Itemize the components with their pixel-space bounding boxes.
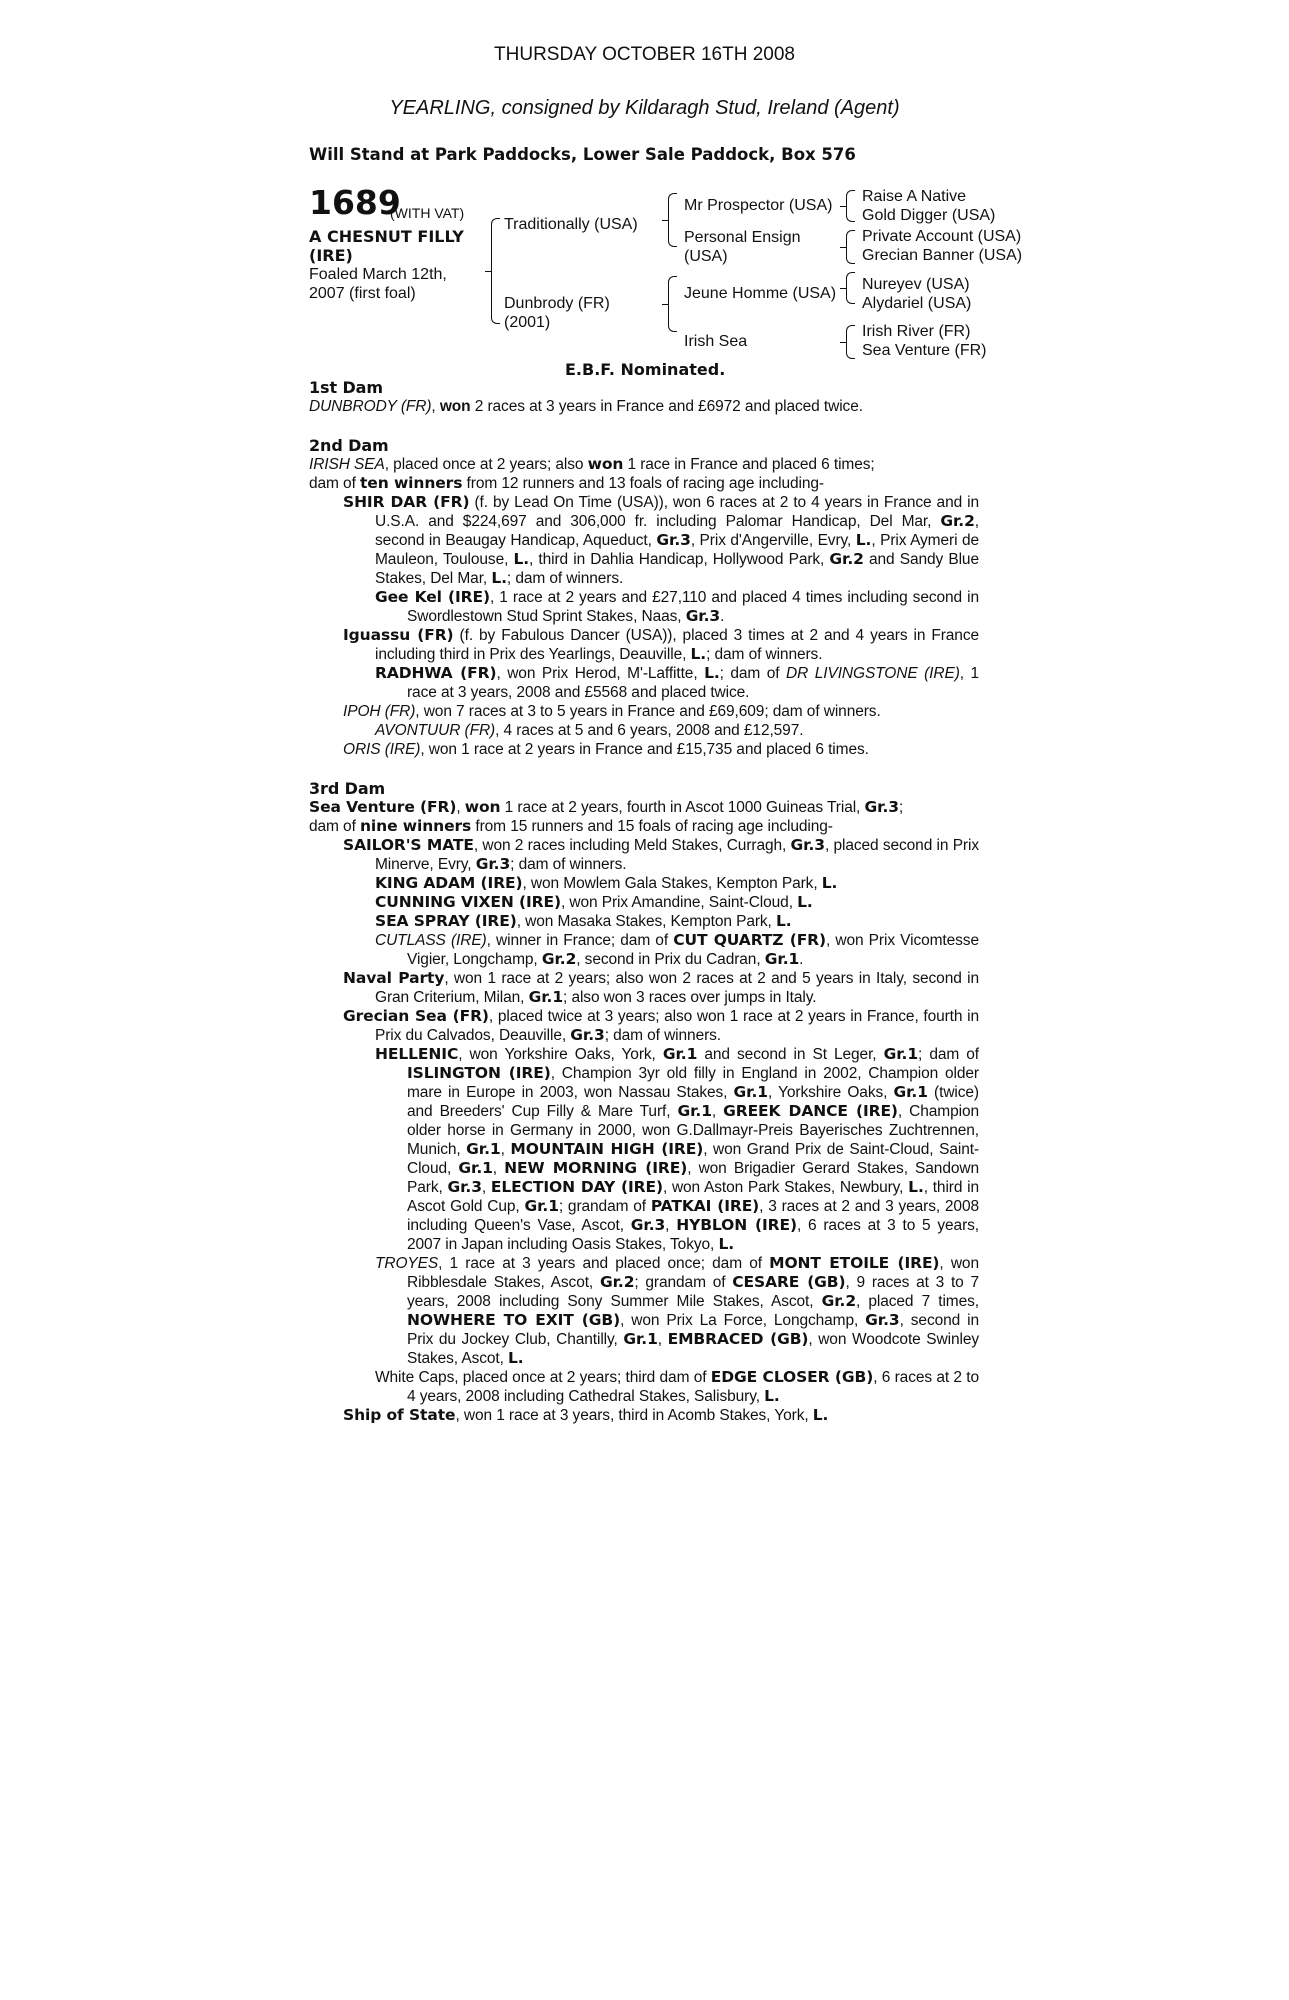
pedigree-g3-4: Grecian Banner (USA) — [862, 247, 1023, 264]
produce-entry: ORIS (IRE), won 1 race at 2 years in France and £15,735 and placed 6 times. — [343, 741, 869, 758]
produce-entry: White Caps, placed once at 2 years; third dam of EDGE CLOSER (GB), 6 races at 2 to 4 years, 2008 including Cathedral Stakes, Salisbury, L. — [375, 1368, 979, 1405]
pedigree-sire-sire: Mr Prospector (USA) — [684, 197, 833, 214]
produce-entry: Grecian Sea (FR), placed twice at 3 years; also won 1 race at 2 years in France, fourth in Prix du Calvados, Deauville, Gr.3; dam of winners. — [343, 1007, 979, 1044]
produce-entry: Ship of State, won 1 race at 3 years, third in Acomb Stakes, York, L. — [343, 1406, 829, 1424]
produce-entry: KING ADAM (IRE), won Mowlem Gala Stakes, Kempton Park, L. — [375, 874, 838, 892]
sale-date: THURSDAY OCTOBER 16TH 2008 — [494, 44, 795, 65]
lot-number: 1689 — [309, 183, 401, 222]
produce-entry: CUNNING VIXEN (IRE), won Prix Amandine, Saint-Cloud, L. — [375, 893, 813, 911]
produce-entry: RADHWA (FR), won Prix Herod, M'-Laffitte, L.; dam of DR LIVINGSTONE (IRE), 1 race at 3 years, 2008 and £5568 and placed twice. — [375, 664, 980, 701]
pedigree-sire-dam: Personal Ensign — [684, 229, 801, 246]
lot-name: A CHESNUT FILLY (IRE) — [309, 227, 464, 265]
pedigree-g3-3: Private Account (USA) — [862, 228, 1022, 245]
pedigree-dam-sire: Jeune Homme (USA) — [684, 285, 837, 302]
pedigree-dam: Dunbrody (FR) — [504, 295, 610, 312]
pedigree-brace — [846, 325, 855, 359]
pedigree-g3-6: Alydariel (USA) — [862, 295, 972, 312]
second-dam-text: IRISH SEA, placed once at 2 years; also won 1 race in France and placed 6 times; — [309, 455, 875, 473]
third-dam-heading: 3rd Dam — [309, 779, 386, 798]
pedigree-g3-7: Irish River (FR) — [862, 323, 971, 340]
produce-entry: TROYES, 1 race at 3 years and placed once; dam of MONT ETOILE (IRE), won Ribblesdale Stakes, Ascot, Gr.2; grandam of CESARE (GB), 9 races at 3 to 7 years, 2008 including Sony Summer Mile Stakes, Ascot, Gr.2, placed 7 times, NOWHERE TO EXIT (GB), won Prix La Force, Longchamp, Gr.3, second in Prix du Jockey Club, Chantilly, Gr.1, EMBRACED (GB), won Woodcote Swinley Stakes, Ascot, L. — [375, 1254, 980, 1367]
produce-entry: SHIR DAR (FR) (f. by Lead On Time (USA)), won 6 races at 2 to 4 years in France and in U.S.A. and $224,697 and 306,000 fr. including Palomar Handicap, Del Mar, Gr.2, second in Beaugay Handicap, Aqueduct, Gr.3, Prix d'Angerville, Evry, L., Prix Aymeri de Mauleon, Toulouse, L., third in Dahlia Handicap, Hollywood Park, Gr.2 and Sandy Blue Stakes, Del Mar, L.; dam of winners. — [343, 493, 980, 587]
third-dam-text: Sea Venture (FR), won 1 race at 2 years, fourth in Ascot 1000 Guineas Trial, Gr.3; — [309, 798, 904, 816]
produce-entry: Gee Kel (IRE), 1 race at 2 years and £27,110 and placed 4 times including second in Swordlestown Stud Sprint Stakes, Naas, Gr.3. — [375, 588, 979, 625]
pedigree-brace — [491, 218, 500, 324]
produce-entry: IPOH (FR), won 7 races at 3 to 5 years in France and £69,609; dam of winners. — [343, 703, 881, 720]
first-dam-text: DUNBRODY (FR), won 2 races at 3 years in France and £6972 and placed twice. — [309, 398, 863, 415]
catalogue-body — [309, 378, 979, 1425]
third-dam-produce-summary: dam of nine winners from 15 runners and 15 foals of racing age including- — [309, 817, 833, 835]
pedigree-g3-8: Sea Venture (FR) — [862, 342, 987, 359]
pedigree-brace — [846, 230, 855, 264]
pedigree-g3-2: Gold Digger (USA) — [862, 207, 996, 224]
ebf-nominated: E.B.F. Nominated. — [565, 360, 726, 379]
first-dam-heading: 1st Dam — [309, 378, 383, 397]
produce-entry: SEA SPRAY (IRE), won Masaka Stakes, Kempton Park, L. — [375, 912, 792, 930]
produce-entry: HELLENIC, won Yorkshire Oaks, York, Gr.1 and second in St Leger, Gr.1; dam of ISLINGTON (IRE), Champion 3yr old filly in England in 2002, Champion older mare in Europe in 2003, won Nassau Stakes, Gr.1, Yorkshire Oaks, Gr.1 (twice) and Breeders' Cup Filly & Mare Turf, Gr.1, GREEK DANCE (IRE), Champion older horse in Germany in 2000, won G.Dallmayr-Preis Bayerisches Zuchtrennen, Munich, Gr.1, MOUNTAIN HIGH (IRE), won Grand Prix de Saint-Cloud, Saint-Cloud, Gr.1, NEW MORNING (IRE), won Brigadier Gerard Stakes, Sandown Park, Gr.3, ELECTION DAY (IRE), won Aston Park Stakes, Newbury, L., third in Ascot Gold Cup, Gr.1; grandam of PATKAI (IRE), 3 races at 2 and 3 years, 2008 including Queen's Vase, Ascot, Gr.3, HYBLON (IRE), 6 races at 3 to 5 years, 2007 in Japan including Oasis Stakes, Tokyo, L. — [375, 1045, 980, 1253]
pedigree-brace — [846, 272, 855, 304]
pedigree-brace — [668, 276, 677, 332]
produce-entry: Iguassu (FR) (f. by Fabulous Dancer (USA)), placed 3 times at 2 and 4 years in France including third in Prix des Yearlings, Deauville, L.; dam of winners. — [343, 626, 979, 663]
produce-entry: Naval Party, won 1 race at 2 years; also won 2 races at 2 and 5 years in Italy, second in Gran Criterium, Milan, Gr.1; also won 3 races over jumps in Italy. — [343, 969, 979, 1006]
stand-location: Will Stand at Park Paddocks, Lower Sale Paddock, Box 576 — [309, 145, 856, 164]
pedigree-brace — [668, 193, 677, 247]
pedigree-dam-dam: Irish Sea — [684, 333, 748, 350]
produce-entry: AVONTUUR (FR), 4 races at 5 and 6 years, 2008 and £12,597. — [375, 722, 804, 739]
second-dam-heading: 2nd Dam — [309, 436, 389, 455]
foaled-info: Foaled March 12th, 2007 (first foal) — [309, 266, 447, 302]
pedigree-brace — [846, 190, 855, 222]
pedigree-dam-year: (2001) — [504, 314, 551, 331]
pedigree-sire: Traditionally (USA) — [504, 216, 638, 233]
pedigree-sire-dam-country: (USA) — [684, 248, 728, 265]
pedigree-g3-1: Raise A Native — [862, 188, 967, 205]
produce-entry: SAILOR'S MATE, won 2 races including Meld Stakes, Curragh, Gr.3, placed second in Prix Minerve, Evry, Gr.3; dam of winners. — [343, 836, 979, 873]
produce-entry: CUTLASS (IRE), winner in France; dam of CUT QUARTZ (FR), won Prix Vicomtesse Vigier, Longchamp, Gr.2, second in Prix du Cadran, Gr.1. — [375, 931, 979, 968]
pedigree-g3-5: Nureyev (USA) — [862, 276, 970, 293]
vat-note: (WITH VAT) — [390, 205, 465, 221]
second-dam-produce-summary: dam of ten winners from 12 runners and 13 foals of racing age including- — [309, 474, 824, 492]
consignor-line: YEARLING, consigned by Kildaragh Stud, Ireland (Agent) — [389, 97, 900, 119]
